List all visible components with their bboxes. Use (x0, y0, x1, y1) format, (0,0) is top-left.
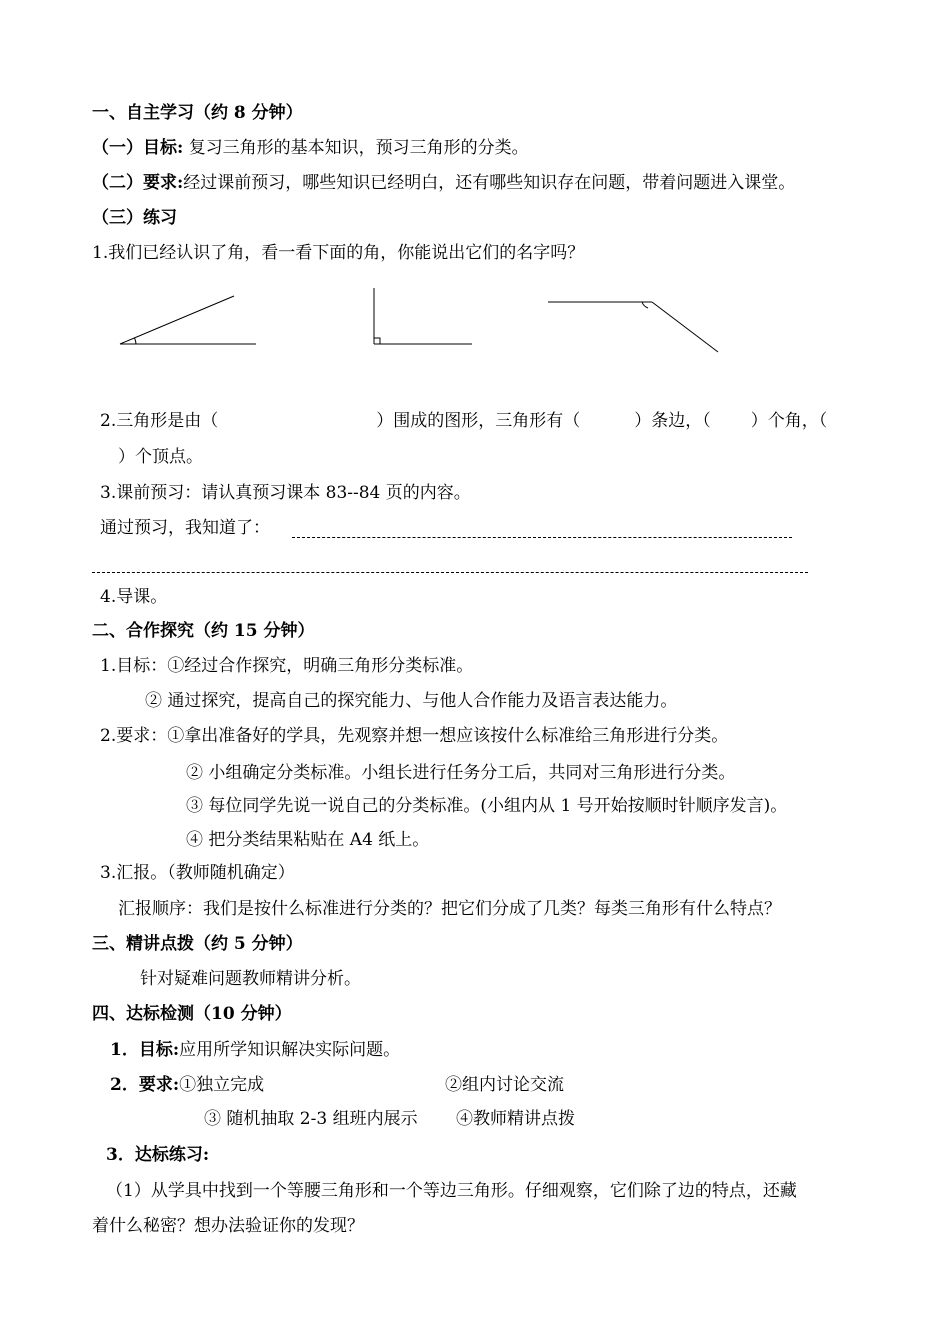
question-3-prompt: 通过预习，我知道了： (100, 518, 270, 538)
section3-heading: 三、精讲点拨（约 5 分钟） (92, 934, 303, 954)
q2-part1: 2.三角形是由（ (100, 411, 219, 431)
section3-text: 针对疑难问题教师精讲分析。 (140, 969, 361, 989)
question-4: 4.导课。 (100, 587, 168, 607)
section4-goal (110, 1039, 400, 1061)
section4-goal-text: 应用所学知识解决实际问题。 (179, 1040, 401, 1060)
section4-goal-label: 1．目标: (110, 1040, 180, 1060)
q2-part3: ）条边，（ (634, 411, 711, 431)
question-2 (100, 410, 827, 432)
section4-req-d: ④教师精讲点拨 (456, 1109, 575, 1129)
section2-req-3: ③ 每位同学先说一说自己的分类标准。(小组内从 1 号开始按顺时针顺序发言)。 (186, 796, 788, 816)
question-3: 3.课前预习：请认真预习课本 83--84 页的内容。 (100, 483, 471, 503)
section1-heading: 一、自主学习（约 8 分钟） (92, 103, 303, 123)
section4-practice-label: 3．达标练习: (106, 1145, 210, 1165)
acute-angle-figure (120, 296, 256, 344)
q2-part2: ）围成的图形，三角形有（ (376, 411, 581, 431)
section4-practice-1-cont: 着什么秘密？想办法验证你的发现？ (92, 1216, 364, 1236)
section4-req-c: ③ 随机抽取 2-3 组班内展示 (204, 1109, 418, 1129)
section2-report-order: 汇报顺序：我们是按什么标准进行分类的？把它们分成了几类？每类三角形有什么特点？ (118, 899, 781, 919)
section2-goal-1: 1.目标：①经过合作探究，明确三角形分类标准。 (100, 656, 474, 676)
section2-req-2: ② 小组确定分类标准。小组长进行任务分工后，共同对三角形进行分类。 (186, 763, 736, 783)
section4-req-label: 2．要求: (110, 1075, 180, 1095)
section4-req-b: ②组内讨论交流 (445, 1075, 564, 1095)
section4-practice-1: （1）从学具中找到一个等腰三角形和一个等边三角形。仔细观察，它们除了边的特点，还藏 (106, 1181, 797, 1201)
obtuse-angle-figure (548, 302, 718, 352)
section4-heading: 四、达标检测（10 分钟） (92, 1004, 292, 1024)
answer-line-1[interactable] (292, 537, 792, 538)
section4-req-a: ①独立完成 (179, 1075, 265, 1095)
goal-text: 复习三角形的基本知识，预习三角形的分类。 (188, 138, 529, 158)
section2-req-1: 2.要求：①拿出准备好的学具，先观察并想一想应该按什么标准给三角形进行分类。 (100, 726, 729, 746)
question-1: 1.我们已经认识了角，看一看下面的角，你能说出它们的名字吗？ (92, 243, 585, 263)
goal-label: （一）目标: (92, 138, 184, 158)
section2-goal-2: ② 通过探究，提高自己的探究能力、与他人合作能力及语言表达能力。 (145, 691, 678, 711)
answer-line-2[interactable] (92, 572, 808, 573)
section4-req-label-line (110, 1074, 264, 1096)
section2-heading: 二、合作探究（约 15 分钟） (92, 621, 315, 641)
q2-part4: ）个角，（ (750, 411, 828, 431)
section2-req-4: ④ 把分类结果粘贴在 A4 纸上。 (186, 830, 430, 850)
question-2-cont: ）个顶点。 (118, 447, 203, 467)
requirement-label: （二）要求: (92, 173, 184, 193)
requirement-text: 经过课前预习，哪些知识已经明白，还有哪些知识存在问题，带着问题进入课堂。 (183, 173, 796, 193)
right-angle-figure (374, 288, 472, 344)
practice-label: （三）练习 (92, 208, 177, 228)
section2-report: 3.汇报。（教师随机确定） (100, 863, 295, 883)
